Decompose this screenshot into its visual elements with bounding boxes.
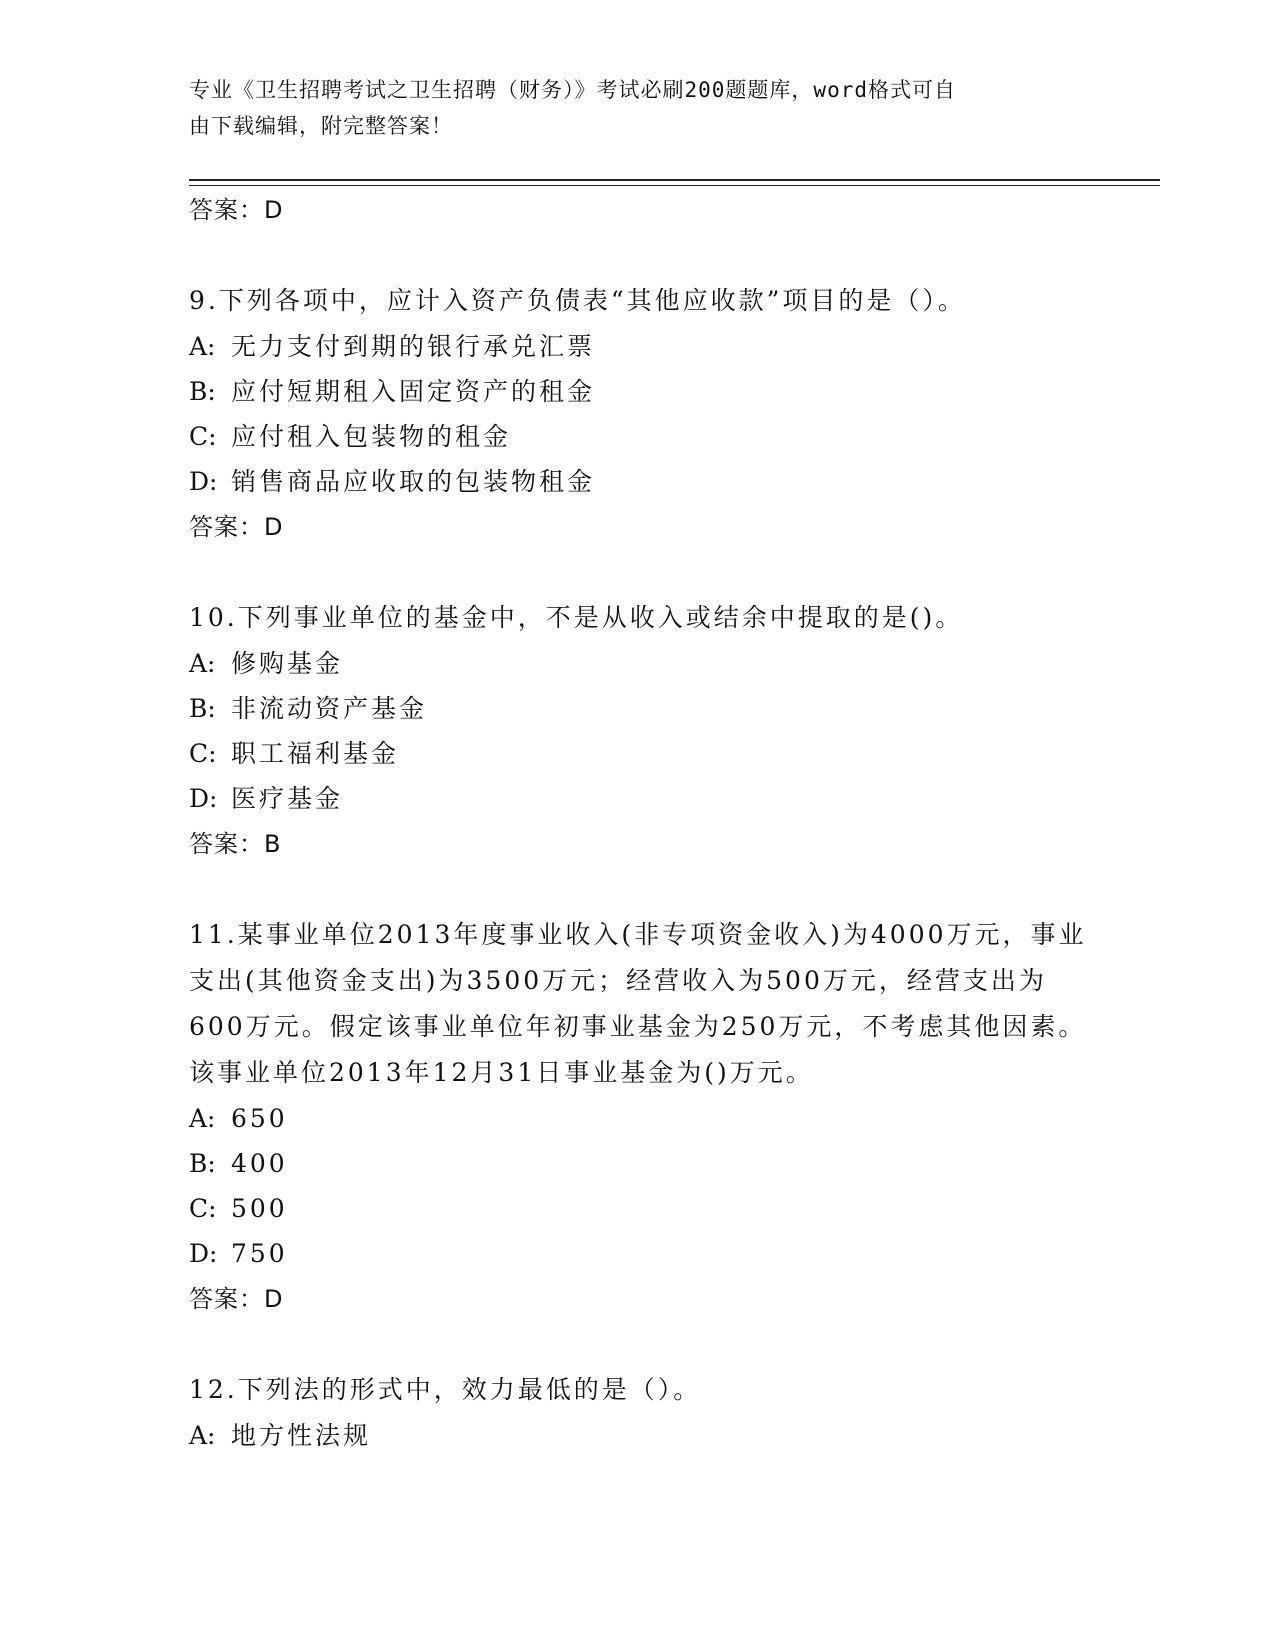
option-text: 应付租入包装物的租金 [231,422,512,451]
option-c [189,414,1089,459]
option-key: C: [189,739,217,768]
question-11 [189,912,1089,1322]
option-text: 职工福利基金 [231,739,400,768]
option-a [189,1413,1089,1458]
question-list [189,187,1089,1458]
option-text: 400 [231,1149,288,1178]
option-c [189,731,1089,776]
option-d [189,776,1089,821]
option-text: 销售商品应收取的包装物租金 [231,467,596,496]
option-key: A: [189,1421,216,1450]
option-key: A: [189,332,216,361]
option-key: D: [189,784,218,813]
option-b [189,686,1089,731]
option-b [189,1141,1089,1186]
header-line-2: 由下载编辑，附完整答案！ [189,114,453,138]
answer: 答案：B [189,830,282,858]
option-text: 650 [231,1104,288,1133]
header-rule-thick [189,179,1160,181]
question-10 [189,595,1089,867]
option-a [189,641,1089,686]
option-a [189,324,1089,369]
document-header [189,72,1069,144]
question-9 [189,278,1089,550]
option-text: 医疗基金 [231,784,344,813]
option-d [189,1231,1089,1276]
option-text: 500 [231,1194,288,1223]
option-b [189,369,1089,414]
option-key: B: [189,1149,216,1178]
option-key: D: [189,1239,218,1268]
option-text: 地方性法规 [231,1421,372,1450]
option-d [189,459,1089,504]
answer: 答案：D [189,1285,284,1313]
option-a [189,1096,1089,1141]
option-key: A: [189,1104,216,1133]
option-key: B: [189,694,216,723]
option-c [189,1186,1089,1231]
header-rule-thin [189,185,1160,186]
question-12 [189,1367,1089,1458]
option-key: C: [189,1194,217,1223]
question-stem: 9.下列各项中，应计入资产负债表“其他应收款”项目的是（）。 [189,286,966,315]
question-stem: 10.下列事业单位的基金中，不是从收入或结余中提取的是()。 [189,603,964,632]
option-key: A: [189,649,216,678]
header-line-1: 专业《卫生招聘考试之卫生招聘（财务）》考试必刷200题题库，word格式可自 [189,78,956,102]
question-stem: 12.下列法的形式中，效力最低的是（）。 [189,1375,702,1404]
option-text: 750 [231,1239,288,1268]
option-key: D: [189,467,218,496]
option-key: B: [189,377,216,406]
option-text: 无力支付到期的银行承兑汇票 [231,332,596,361]
answer: 答案：D [189,513,284,541]
option-text: 应付短期租入固定资产的租金 [231,377,596,406]
previous-answer: 答案：D [189,196,284,224]
option-text: 修购基金 [231,649,344,678]
option-key: C: [189,422,217,451]
option-text: 非流动资产基金 [231,694,428,723]
question-stem: 11.某事业单位2013年度事业收入(非专项资金收入)为4000万元，事业支出(其他资金支出)为3500万元；经营收入为500万元，经营支出为600万元。假定该事业单位年初事业基金为250万元，不考虑其他因素。该事业单位2013年12月31日事业基金为()万元。 [189,920,1087,1087]
